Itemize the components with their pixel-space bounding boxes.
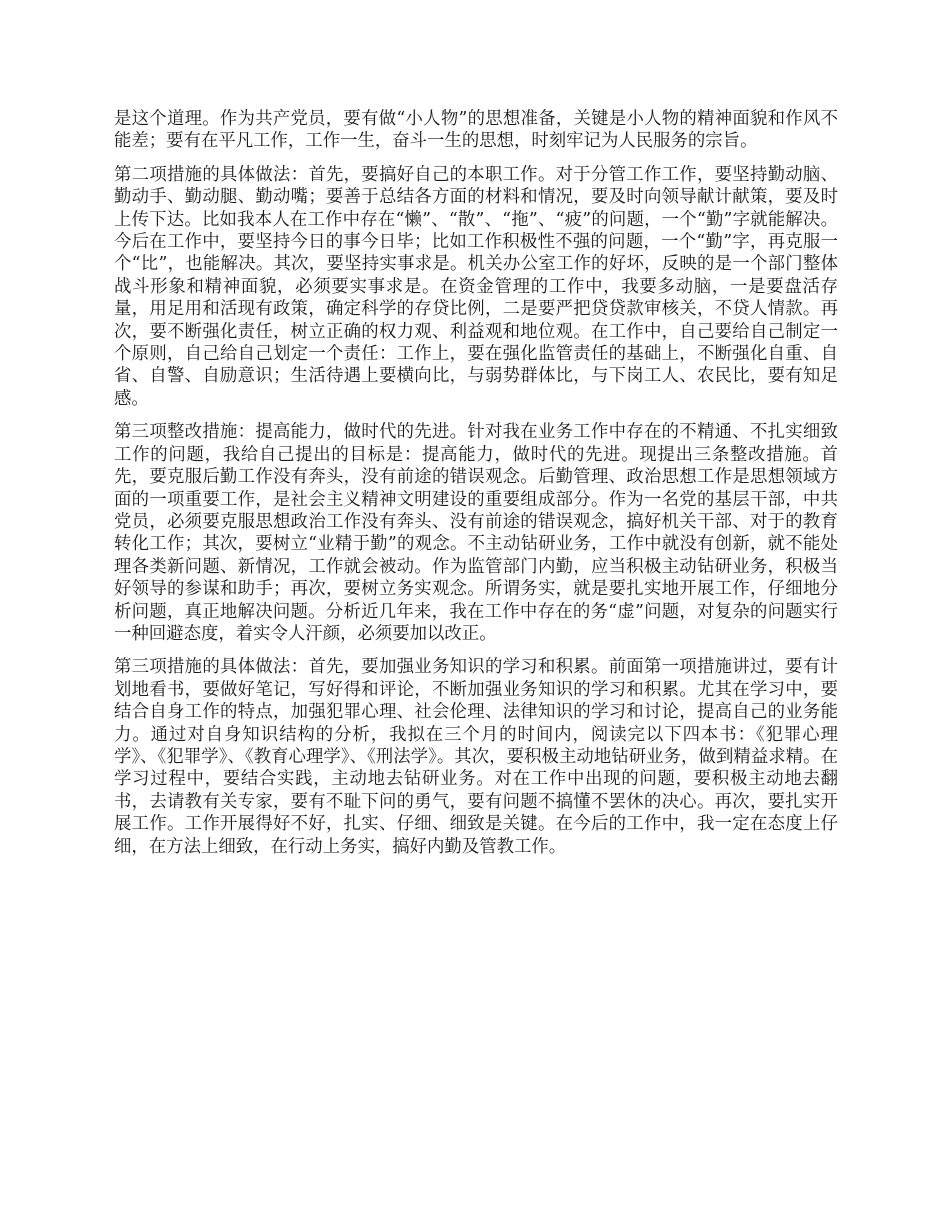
paragraph-2: 第二项措施的具体做法：首先，要搞好自己的本职工作。对于分管工作工作，要坚持勤动脑、勤动手、勤动腿、勤动嘴；要善于总结各方面的材料和情况，要及时向领导献计献策，要及时上传下达。比如我本人在工作中存在“懒”、“散”、“拖”、“疲”的问题，一个“勤”字就能解决。今后在工作中，要坚持今日的事今日毕；比如工作积极性不强的问题，一个“勤”字，再克服一个“比”，也能解决。其次，要坚持实事求是。机关办公室工作的好坏，反映的是一个部门整体战斗形象和精神面貌，必须要实事求是。在资金管理的工作中，我要多动脑，一是要盘活存量，用足用和活现有政策，确定科学的存贷比例，二是要严把贷贷款审核关，不贷人情款。再次，要不断强化责任，树立正确的权力观、利益观和地位观。在工作中，自己要给自己制定一个原则，自己给自己划定一个责任：工作上，要在强化监管责任的基础上，不断强化自重、自省、自警、自励意识；生活待遇上要横向比，与弱势群体比，与下岗工人、农民比，要有知足感。 [114, 164, 838, 409]
paragraph-4: 第三项措施的具体做法：首先，要加强业务知识的学习和积累。前面第一项措施讲过，要有计划地看书，要做好笔记，写好得和评论，不断加强业务知识的学习和积累。尤其在学习中，要结合自身工作的特点，加强犯罪心理、社会伦理、法律知识的学习和讨论，提高自己的业务能力。通过对自身知识结构的分析，我拟在三个月的时间内，阅读完以下四本书：《犯罪心理学》、《犯罪学》、《教育心理学》、《刑法学》。其次，要积极主动地钻研业务，做到精益求精。在学习过程中，要结合实践，主动地去钻研业务。对在工作中出现的问题，要积极主动地去翻书，去请教有关专家，要有不耻下问的勇气，要有问题不搞懂不罢休的决心。再次，要扎实开展工作。工作开展得好不好，扎实、仔细、细致是关键。在今后的工作中，我一定在态度上仔细，在方法上细致，在行动上务实，搞好内勤及管教工作。 [114, 657, 838, 857]
paragraph-1: 是这个道理。作为共产党员，要有做“小人物”的思想准备，关键是小人物的精神面貌和作风不能差；要有在平凡工作，工作一生，奋斗一生的思想，时刻牢记为人民服务的宗旨。 [114, 109, 838, 152]
paragraph-3: 第三项整改措施：提高能力，做时代的先进。针对我在业务工作中存在的不精通、不扎实细致工作的问题，我给自己提出的目标是：提高能力，做时代的先进。现提出三条整改措施。首先，要克服后勤工作没有奔头，没有前途的错误观念。后勤管理、政治思想工作是思想领域方面的一项重要工作，是社会主义精神文明建设的重要组成部分。作为一名党的基层干部，中共党员，必须要克服思想政治工作没有奔头、没有前途的错误观念，搞好机关干部、对于的教育转化工作；其次，要树立“业精于勤”的观念。不主动钻研业务，工作中就没有创新，就不能处理各类新问题、新情况，工作就会被动。作为监管部门内勤，应当积极主动钻研业务，积极当好领导的参谋和助手；再次，要树立务实观念。所谓务实，就是要扎实地开展工作，仔细地分析问题，真正地解决问题。分析近几年来，我在工作中存在的务“虚”问题，对复杂的问题实行一种回避态度，着实令人汗颜，必须要加以改正。 [114, 422, 838, 644]
document-body [114, 108, 838, 869]
